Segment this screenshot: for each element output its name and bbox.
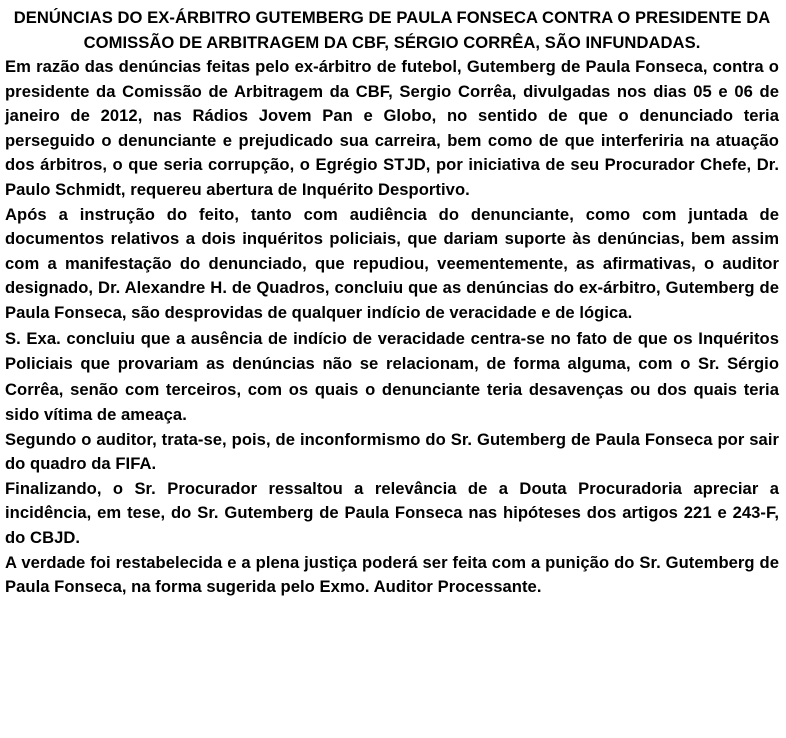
paragraph-instrucao: Após a instrução do feito, tanto com audiência do denunciante, como com juntada de documentos relativos a dois inquéritos policiais, que dariam suporte às denúncias, bem assim com a manifestação do denunciado, que repudiou, veementemente, as afirmativas, o auditor designado, Dr. Alexandre H. de Quadros, concluiu que as denúncias do ex-árbitro, Gutemberg de Paula Fonseca, são desprovidas de qualquer indício de veracidade e de lógica. <box>5 204 779 322</box>
document-title: DENÚNCIAS DO EX-ÁRBITRO GUTEMBERG DE PAULA FONSECA CONTRA O PRESIDENTE DA COMISSÃO DE ARBITRAGEM DA CBF, SÉRGIO CORRÊA, SÃO INFUNDADAS. <box>13 8 771 52</box>
paragraph-auditor: Segundo o auditor, trata-se, pois, de inconformismo do Sr. Gutemberg de Paula Fonseca por sair do quadro da FIFA. <box>5 429 779 474</box>
paragraph-denuncias: Em razão das denúncias feitas pelo ex-árbitro de futebol, Gutemberg de Paula Fonseca, contra o presidente da Comissão de Arbitragem da CBF, Sergio Corrêa, divulgadas nos dias 05 e 06 de janeiro de 2012, nas Rádios Jovem Pan e Globo, no sentido de que o denunciado teria perseguido o denunciante e prejudicado sua carreira, bem como de que interferiria na atuação dos árbitros, o que seria corrupção, o Egrégio STJD, por iniciativa de seu Procurador Chefe, Dr. Paulo Schmidt, requereu abertura de Inquérito Desportivo. <box>5 57 779 199</box>
paragraph-verdade: A verdade foi restabelecida e a plena justiça poderá ser feita com a punição do Sr. Gutemberg de Paula Fonseca, na forma sugerida pelo Exmo. Auditor Processante. <box>5 552 779 597</box>
paragraph-conclusao: S. Exa. concluiu que a ausência de indício de veracidade centra-se no fato de que os Inquéritos Policiais que provariam as denúncias não se relacionam, de forma alguma, com o Sr. Sérgio Corrêa, senão com terceiros, com os quais o denunciante teria desavenças ou dos quais teria sido vítima de ameaça. <box>5 328 779 425</box>
paragraph-procurador: Finalizando, o Sr. Procurador ressaltou a relevância de a Douta Procuradoria apreciar a incidência, em tese, do Sr. Gutemberg de Paula Fonseca nas hipóteses dos artigos 221 e 243-F, do CBJD. <box>5 478 779 547</box>
document-page <box>5 6 779 600</box>
